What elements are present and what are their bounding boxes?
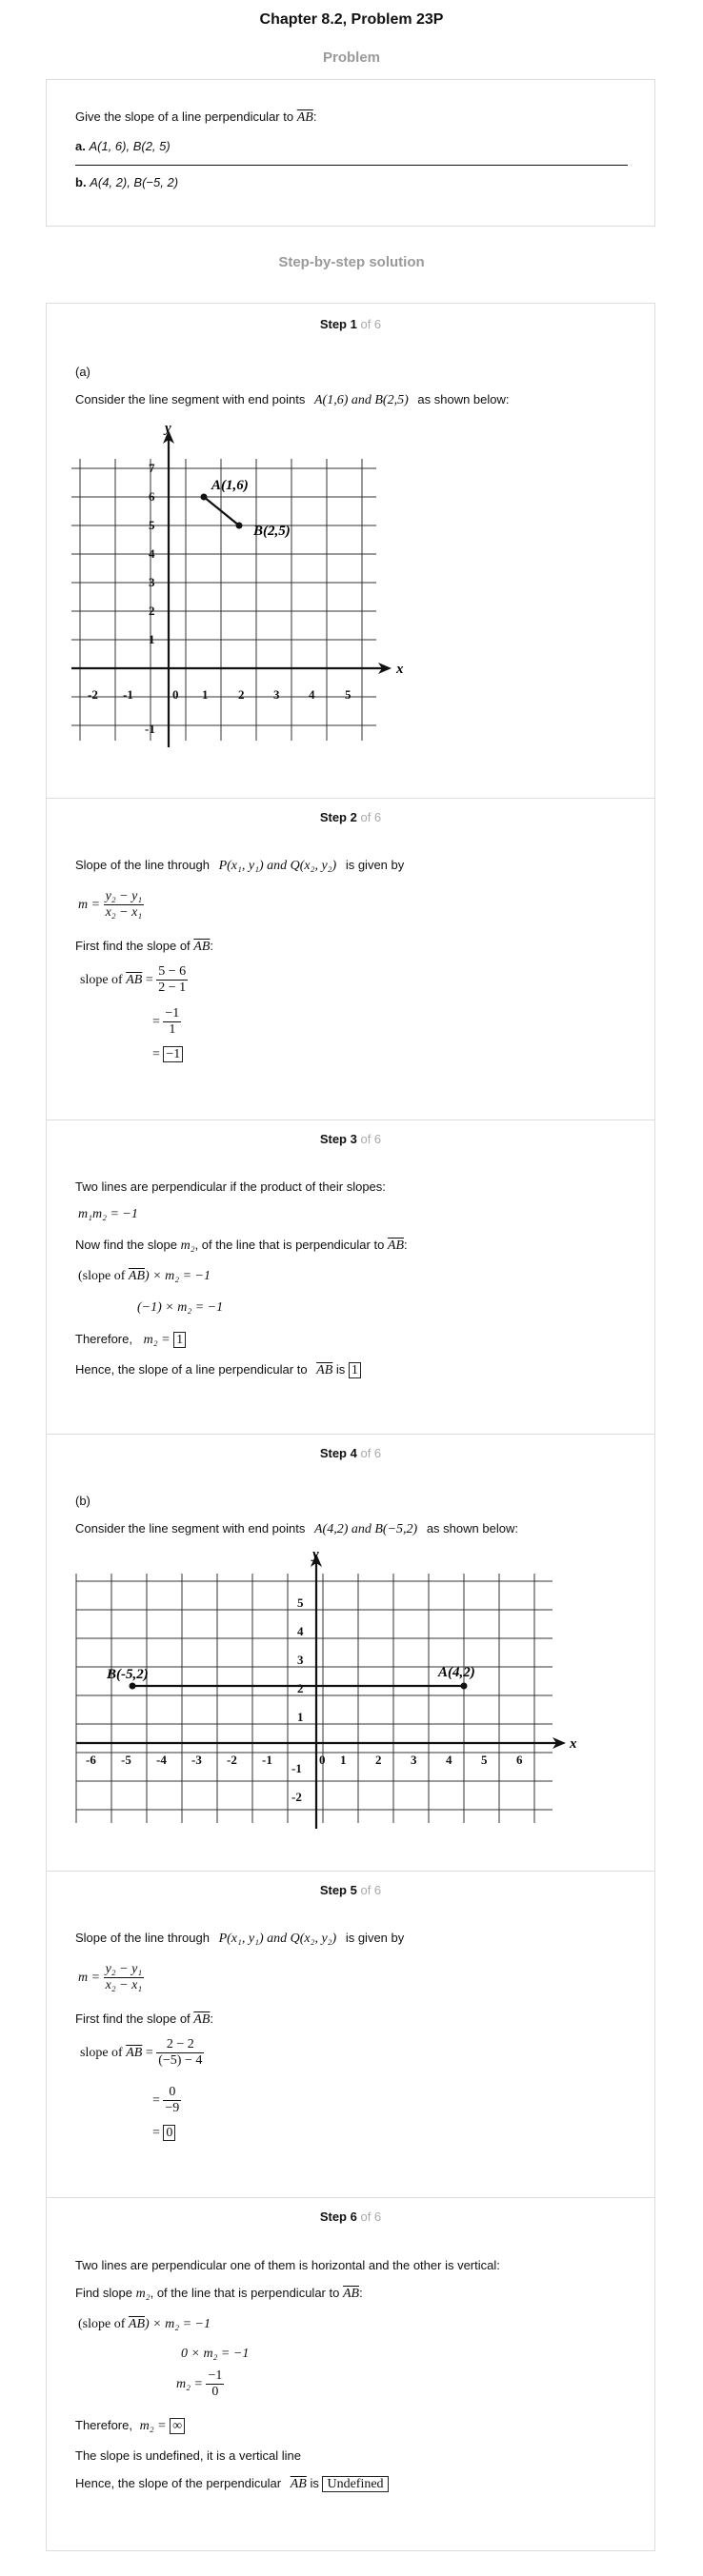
part-a-label: a.	[75, 139, 86, 153]
step3-hence-seg: $\overline{AB}$	[316, 1363, 333, 1377]
step3-answer: 1	[349, 1362, 361, 1378]
graph-1-ytick: 3	[149, 575, 155, 589]
graph-1-ytick: 5	[149, 518, 155, 532]
step6-eq2: 0 × m₂ = −1	[181, 2347, 250, 2361]
graph-1-tick-labels	[88, 461, 352, 736]
step5-first-text: First find the slope of	[75, 2011, 191, 2026]
graph-2-x-label: x	[570, 1736, 577, 1752]
step3-m2-value: 1	[173, 1332, 186, 1348]
step-6-header	[46, 2209, 655, 2224]
graph-1-grid	[71, 459, 376, 741]
graph-1-xtick: 4	[309, 687, 315, 702]
step4-endpoints: A(4,2) and B(−5,2)	[314, 1522, 418, 1536]
step5-m-lhs: m =	[78, 1970, 101, 1985]
problem-segment: $\overline{AB}$	[296, 110, 313, 125]
step6-eq3-num: −1	[206, 2368, 224, 2385]
step3-l2m: m₂	[180, 1238, 195, 1253]
step6-eq3-frac	[206, 2368, 224, 2400]
graph-2-ytick: 5	[297, 1595, 304, 1610]
step3-line2: Now find the slope m₂, of the line that is perpendicular to $\overline{AB}$:	[75, 1238, 408, 1253]
step-divider	[46, 798, 655, 799]
step6-therefore	[75, 2418, 185, 2434]
step3-hence	[75, 1362, 361, 1378]
step2-f2-den: 1	[169, 1022, 176, 1038]
graph-2-xtick: -2	[227, 1753, 237, 1767]
graph-2-xtick: 4	[446, 1753, 452, 1767]
part-b-label: b.	[75, 175, 87, 189]
step5-calc-seg: $\overline{AB}$	[126, 2045, 143, 2060]
step-6-label: Step 6	[319, 2209, 357, 2224]
step1-intro	[75, 392, 510, 408]
solution-heading: Step-by-step solution	[278, 254, 425, 270]
graph-1-xtick: 0	[172, 687, 179, 702]
graph-2-ytick: 3	[297, 1653, 304, 1667]
step5-seg: $\overline{AB}$	[193, 2012, 211, 2027]
graph-2-ytick: -2	[291, 1790, 302, 1804]
step2-first: First find the slope of $\overline{AB}$:	[75, 939, 214, 954]
step2-f2-num: −1	[163, 1006, 181, 1022]
graph-2-xtick: 1	[340, 1753, 347, 1767]
step2-calc-1: slope of $\overline{AB}$ = $\frac{5 - 6}{2 - 1}$	[80, 964, 187, 996]
step2-f1-num: 5 − 6	[156, 964, 188, 981]
step-1-of: of 6	[360, 317, 382, 331]
step2-calc-seg: $\overline{AB}$	[126, 972, 143, 987]
graph-1-ytick: 6	[149, 489, 155, 504]
step5-calc-2: = $\frac{0}{-9}$	[152, 2085, 180, 2116]
step5-f2-num: 0	[163, 2085, 181, 2101]
step2-frac-2	[163, 1006, 181, 1038]
step-2-header	[46, 810, 655, 824]
graph-2-xtick: 5	[481, 1753, 488, 1767]
step3-eq2-seg: $\overline{AB}$	[128, 1269, 145, 1283]
step-2-of: of 6	[360, 810, 382, 824]
graph-1-ytick: 4	[149, 546, 155, 561]
step5-points: P(x₁, y₁) and Q(x₂, y₂)	[218, 1932, 337, 1946]
step2-intro-text: Slope of the line through	[75, 858, 210, 872]
graph-2-xtick: -6	[86, 1753, 96, 1767]
step4-tail: as shown below:	[426, 1521, 518, 1536]
graph-1-xtick: -1	[123, 687, 133, 702]
graph-1-point-b	[236, 523, 243, 529]
step6-eq1	[78, 2317, 211, 2332]
step-4-header	[46, 1446, 655, 1460]
graph-2-ytick: 2	[297, 1681, 304, 1695]
graph-2-xtick: 2	[375, 1753, 382, 1767]
step6-hence-text: Hence, the slope of the perpendicular	[75, 2476, 282, 2490]
step5-calc-1: slope of $\overline{AB}$ = $\frac{2 - 2}{(-5) - 4}$	[80, 2037, 203, 2069]
step3-l2b: , of the line that is perpendicular to	[194, 1238, 385, 1252]
graph-2-ytick: -1	[291, 1761, 302, 1775]
step-3-label: Step 3	[319, 1132, 357, 1146]
step2-calc-3: = −1	[152, 1047, 183, 1062]
step6-undefined-line: The slope is undefined, it is a vertical line	[75, 2448, 302, 2463]
problem-prompt-text: Give the slope of a line perpendicular to	[75, 109, 294, 124]
graph-1-ytick: 2	[149, 604, 155, 618]
graph-1-label-b: B(2,5)	[253, 524, 291, 539]
problem-part-b	[75, 175, 178, 189]
step6-line1: Two lines are perpendicular one of them is horizontal and the other is vertical:	[75, 2258, 500, 2272]
step6-m2-value: ∞	[170, 2418, 185, 2434]
graph-2-xtick: 0	[319, 1753, 326, 1767]
graph-2-point-b	[130, 1683, 136, 1690]
graph-1	[67, 419, 404, 752]
step2-slope-lhs: slope of	[80, 972, 123, 987]
step2-f1-den: 2 − 1	[158, 981, 187, 996]
step-4-label: Step 4	[319, 1446, 357, 1460]
step5-m-den: x₂ − x₁	[105, 1978, 143, 1993]
step6-eq1a: (slope of	[78, 2317, 126, 2331]
graph-1-xtick: 5	[345, 687, 352, 702]
step-1-label: Step 1	[319, 317, 357, 331]
graph-2-grid	[76, 1574, 552, 1823]
step5-frac-1	[156, 2037, 204, 2069]
step5-intro-text: Slope of the line through	[75, 1931, 210, 1945]
step6-m2: m₂ =	[139, 2419, 167, 2433]
graph-1-ytick: 7	[149, 461, 155, 475]
step3-m2: m₂ =	[143, 1333, 171, 1347]
step3-l2a: Now find the slope	[75, 1238, 177, 1252]
step6-l2m: m₂	[135, 2287, 151, 2301]
graph-1-xtick: -2	[88, 687, 98, 702]
step4-intro-text: Consider the line segment with end points	[75, 1521, 306, 1536]
graph-2-ytick: 1	[297, 1710, 304, 1724]
step2-result: −1	[163, 1046, 183, 1062]
step6-therefore-text: Therefore,	[75, 2418, 132, 2432]
step5-m-frac	[104, 1962, 145, 1993]
step3-eq2	[78, 1269, 211, 1284]
step2-calc-2: = $\frac{-1}{1}$	[152, 1006, 180, 1038]
step-5-of: of 6	[360, 1883, 382, 1897]
step2-frac-1	[156, 964, 188, 996]
step-1-header	[46, 317, 655, 331]
step4-intro	[75, 1521, 518, 1537]
step5-f1-den: (−5) − 4	[158, 2053, 203, 2069]
graph-2-label-b: B(-5,2)	[107, 1667, 149, 1682]
graph-2-xtick: -3	[191, 1753, 202, 1767]
problem-divider	[75, 165, 628, 166]
step1-endpoints: A(1,6) and B(2,5)	[314, 393, 409, 407]
step6-l2b: , of the line that is perpendicular to	[150, 2286, 340, 2300]
graph-1-xtick: 2	[238, 687, 245, 702]
step5-slope-formula	[78, 1962, 144, 1993]
step3-seg: $\overline{AB}$	[387, 1238, 405, 1253]
step5-first: First find the slope of $\overline{AB}$:	[75, 2011, 214, 2027]
step-divider	[46, 2197, 655, 2198]
step2-m-den: x₂ − x₁	[105, 905, 143, 921]
step2-points: P(x₁, y₁) and Q(x₂, y₂)	[218, 859, 337, 873]
graph-2-tick-labels	[86, 1595, 523, 1804]
graph-1-ytick: 1	[149, 632, 155, 646]
graph-1-point-a	[201, 494, 208, 501]
step5-calc-3: = 0	[152, 2126, 175, 2141]
graph-1-xtick: 3	[273, 687, 280, 702]
step3-therefore	[75, 1332, 186, 1348]
graph-2-xtick: -1	[262, 1753, 272, 1767]
step6-eq1b: ) × m₂ = −1	[145, 2317, 211, 2331]
step5-intro	[75, 1931, 404, 1947]
step2-intro	[75, 858, 404, 874]
part-a-text: A(1, 6), B(2, 5)	[89, 139, 171, 153]
step-divider	[46, 1871, 655, 1872]
step3-therefore-text: Therefore,	[75, 1332, 132, 1346]
step-6-of: of 6	[360, 2209, 382, 2224]
step6-eq1-seg: $\overline{AB}$	[128, 2317, 145, 2331]
step6-hence	[75, 2476, 389, 2492]
step3-line1: Two lines are perpendicular if the product of their slopes:	[75, 1179, 386, 1194]
step1-tail: as shown below:	[417, 392, 510, 406]
graph-1-x-label: x	[396, 662, 404, 677]
graph-1-xtick: 1	[202, 687, 209, 702]
step2-m-lhs: m =	[78, 897, 101, 912]
step-5-header	[46, 1883, 655, 1897]
step-3-header	[46, 1132, 655, 1146]
problem-heading: Problem	[322, 50, 380, 66]
step3-eq2b: ) × m₂ = −1	[145, 1269, 211, 1283]
step4-part-label: (b)	[75, 1494, 90, 1508]
step5-m-num: y₂ − y₁	[104, 1962, 145, 1978]
step5-tail: is given by	[345, 1931, 405, 1945]
step5-frac-2	[163, 2085, 181, 2116]
page-title: Chapter 8.2, Problem 23P	[259, 11, 444, 28]
step3-hence-text: Hence, the slope of a line perpendicular to	[75, 1362, 308, 1377]
part-b-text: A(4, 2), B(−5, 2)	[90, 175, 179, 189]
graph-1-ytick: -1	[145, 722, 155, 736]
problem-part-a	[75, 139, 171, 153]
step2-m-num: y₂ − y₁	[104, 889, 145, 905]
step5-result: 0	[163, 2125, 175, 2141]
step2-first-text: First find the slope of	[75, 939, 191, 953]
step-3-of: of 6	[360, 1132, 382, 1146]
problem-prompt: Give the slope of a line perpendicular to $\overline{AB}$:	[75, 109, 317, 125]
graph-1-label-a: A(1,6)	[211, 478, 249, 493]
step6-eq3	[176, 2368, 224, 2400]
step6-seg: $\overline{AB}$	[342, 2287, 360, 2301]
step5-f2-den: −9	[165, 2101, 180, 2116]
step-2-label: Step 2	[319, 810, 357, 824]
step6-l2a: Find slope	[75, 2286, 132, 2300]
step1-part-label: (a)	[75, 365, 90, 379]
graph-2-point-a	[461, 1683, 468, 1690]
step-4-of: of 6	[360, 1446, 382, 1460]
step3-eq2a: (slope of	[78, 1269, 126, 1283]
graph-2	[67, 1547, 581, 1833]
step2-seg: $\overline{AB}$	[193, 940, 211, 954]
step6-hence-seg: $\overline{AB}$	[290, 2477, 307, 2491]
graph-2-y-label: y	[312, 1547, 319, 1562]
step6-answer: Undefined	[322, 2476, 388, 2492]
graph-2-ytick: 4	[297, 1624, 304, 1638]
step3-eq1: m₁m₂ = −1	[78, 1207, 138, 1221]
graph-2-xtick: 6	[516, 1753, 523, 1767]
graph-2-xtick: -4	[156, 1753, 167, 1767]
step5-f1-num: 2 − 2	[156, 2037, 204, 2053]
step-5-label: Step 5	[319, 1883, 357, 1897]
step2-slope-formula	[78, 889, 144, 921]
step2-tail: is given by	[345, 858, 405, 872]
step1-intro-text: Consider the line segment with end points	[75, 392, 306, 406]
graph-1-y-label: y	[165, 421, 171, 436]
step6-line2: Find slope m₂, of the line that is perpendicular to $\overline{AB}$:	[75, 2286, 363, 2301]
step5-slope-lhs: slope of	[80, 2045, 123, 2060]
graph-2-xtick: -5	[121, 1753, 131, 1767]
step3-eq3: (−1) × m₂ = −1	[137, 1300, 224, 1315]
step6-eq3-lhs: m₂ =	[176, 2376, 203, 2391]
step6-is: is	[310, 2476, 319, 2490]
step3-is: is	[335, 1362, 346, 1377]
graph-2-label-a: A(4,2)	[438, 1665, 475, 1680]
graph-2-xtick: 3	[411, 1753, 417, 1767]
step6-eq3-den: 0	[211, 2385, 219, 2400]
step-divider	[46, 1434, 655, 1435]
step2-m-frac	[104, 889, 145, 921]
